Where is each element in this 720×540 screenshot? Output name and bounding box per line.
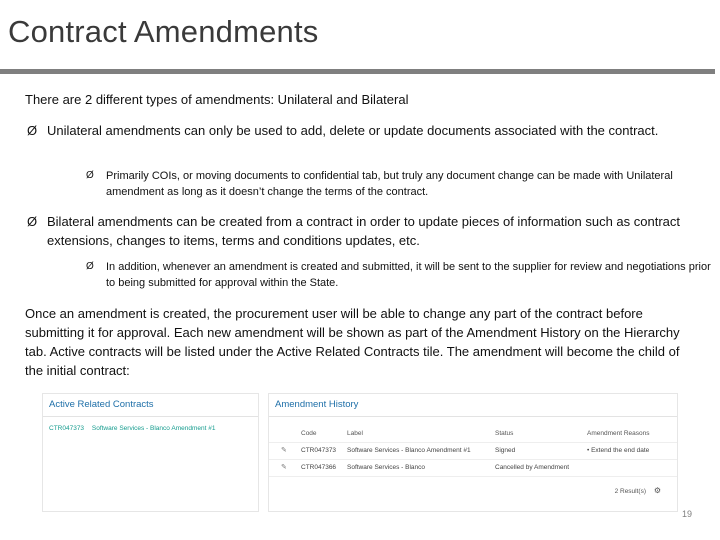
- table-row[interactable]: [269, 443, 677, 460]
- sub-bullet-text: Primarily COIs, or moving documents to confidential tab, but truly any document change can be made with Unilateral amendment as long as it doesn’t change the terms of the contract.: [106, 170, 673, 198]
- active-related-contracts-panel: [42, 393, 259, 512]
- results-footer: [615, 486, 661, 495]
- arrow-bullet-icon: Ø: [86, 261, 94, 272]
- bullet-text: Unilateral amendments can only be used to add, delete or update documents associated with the contract.: [47, 123, 659, 138]
- column-header[interactable]: Amendment Reasons: [587, 430, 650, 437]
- intro-text: There are 2 different types of amendments: Unilateral and Bilateral: [25, 92, 409, 107]
- row-label: Software Services - Blanco: [347, 464, 426, 471]
- contract-code[interactable]: CTR047373: [49, 425, 85, 432]
- amendment-history-panel: [268, 393, 678, 512]
- row-status: Cancelled by Amendment: [495, 464, 570, 471]
- arrow-bullet-icon: Ø: [86, 170, 94, 181]
- related-contract-link[interactable]: [43, 417, 258, 432]
- edit-pencil-icon[interactable]: ✎: [281, 447, 287, 454]
- slide-title: Contract Amendments: [8, 14, 319, 49]
- bullet-text: Bilateral amendments can be created from a contract in order to update pieces of information such as contract extensions, changes to items, terms and conditions updates, etc.: [47, 214, 681, 248]
- column-header[interactable]: Code: [301, 430, 317, 437]
- row-label: Software Services - Blanco Amendment #1: [347, 447, 471, 454]
- bullet-unilateral: [27, 121, 707, 140]
- row-code[interactable]: CTR047373: [301, 447, 337, 454]
- amendment-history-table: [269, 426, 677, 477]
- arrow-bullet-icon: Ø: [27, 214, 38, 229]
- contract-name[interactable]: Software Services - Blanco Amendment #1: [91, 425, 216, 432]
- page-number: 19: [682, 509, 693, 519]
- table-row[interactable]: [269, 460, 677, 477]
- sub-bullet-unilateral: [86, 168, 716, 200]
- table-header: [269, 426, 677, 443]
- row-code[interactable]: CTR047366: [301, 464, 337, 471]
- arrow-bullet-icon: Ø: [27, 123, 38, 138]
- column-header[interactable]: Status: [495, 430, 514, 437]
- embedded-screenshot: [42, 393, 678, 512]
- body-paragraph: Once an amendment is created, the procurement user will be able to change any part of the contract before submitting it for approval. Each new amendment will be shown as part of the Amendment History on the Hierarchy tab. Active contracts will be listed under the Active Related Contracts tile. The amendment will become the child of the initial contract:: [25, 306, 680, 378]
- row-status: Signed: [495, 447, 516, 454]
- result-count: 2 Result(s): [614, 488, 647, 495]
- column-header[interactable]: Label: [347, 430, 363, 437]
- sub-bullet-text: In addition, whenever an amendment is created and submitted, it will be sent to the supplier for review and negotiations prior to being submitted for approval within the State.: [106, 261, 711, 289]
- gear-icon[interactable]: ⚙: [653, 486, 661, 495]
- panel-title: Active Related Contracts: [43, 394, 258, 417]
- row-reason: • Extend the end date: [587, 447, 650, 454]
- bullet-bilateral: [27, 212, 707, 250]
- title-divider: [0, 69, 715, 74]
- edit-pencil-icon[interactable]: ✎: [281, 464, 287, 471]
- sub-bullet-bilateral: [86, 259, 716, 291]
- panel-title: Amendment History: [269, 394, 677, 417]
